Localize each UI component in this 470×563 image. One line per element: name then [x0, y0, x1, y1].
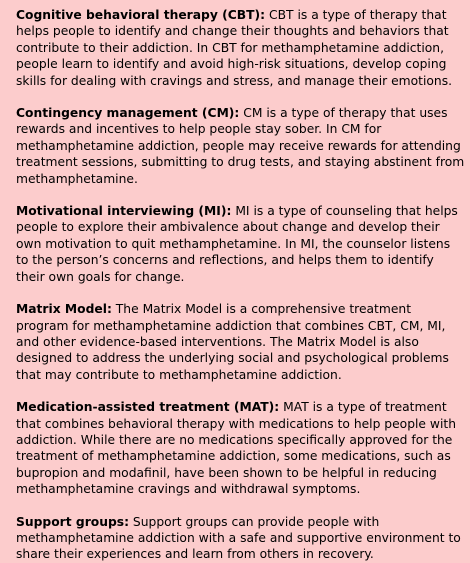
section-text: Support groups can provide people with methamphetamine addiction with a safe and supportive environment to share their experiences and learn from others in recovery.: [16, 514, 461, 562]
section-term: Motivational interviewing (MI):: [16, 204, 232, 219]
section-cm: [16, 105, 466, 187]
section-text: MAT is a type of treatment that combines behavioral therapy with medications to help people with addiction. While there are no medications specifically approved for the treatment of methamphetamine addiction, some medications, such as bupropion and modafinil, have been shown to be helpful in reducing methamphetamine cravings and withdrawal symptoms.: [16, 400, 456, 497]
section-term: Cognitive behavioral therapy (CBT):: [16, 8, 266, 22]
section-matrix-model: [16, 301, 466, 383]
section-mi: [16, 203, 466, 285]
section-term: Matrix Model:: [16, 302, 112, 317]
section-mat: [16, 399, 466, 497]
section-text: CM is a type of therapy that uses rewards and incentives to help people stay sober. In CM for methamphetamine addiction, people may receive rewards for attending treatment sessions, submitting to drug tests, and staying abstinent from methamphetamine.: [16, 106, 465, 186]
section-cbt: [16, 7, 466, 89]
section-text: The Matrix Model is a comprehensive treatment program for methamphetamine addiction that combines CBT, CM, MI, and other evidence-based interventions. The Matrix Model is also designed to address the underlying social and psychological problems that may contribute to methamphetamine addiction.: [16, 302, 449, 382]
section-text: MI is a type of counseling that helps people to explore their ambivalence about change and develop their own motivation to quit methamphetamine. In MI, the counselor listens to the person’s concerns and reflections, and helps them to identify their own goals for change.: [16, 204, 458, 284]
section-term: Medication-assisted treatment (MAT):: [16, 400, 280, 415]
section-term: Support groups:: [16, 514, 129, 529]
section-support-groups: [16, 514, 466, 563]
section-text: CBT is a type of therapy that helps people to identify and change their thoughts and behaviors that contribute to their addiction. In CBT for methamphetamine addiction, people learn to identify and avoid high-risk situations, develop coping skills for dealing with cravings and stress, and manage their emotions.: [16, 8, 453, 88]
section-term: Contingency management (CM):: [16, 106, 240, 121]
